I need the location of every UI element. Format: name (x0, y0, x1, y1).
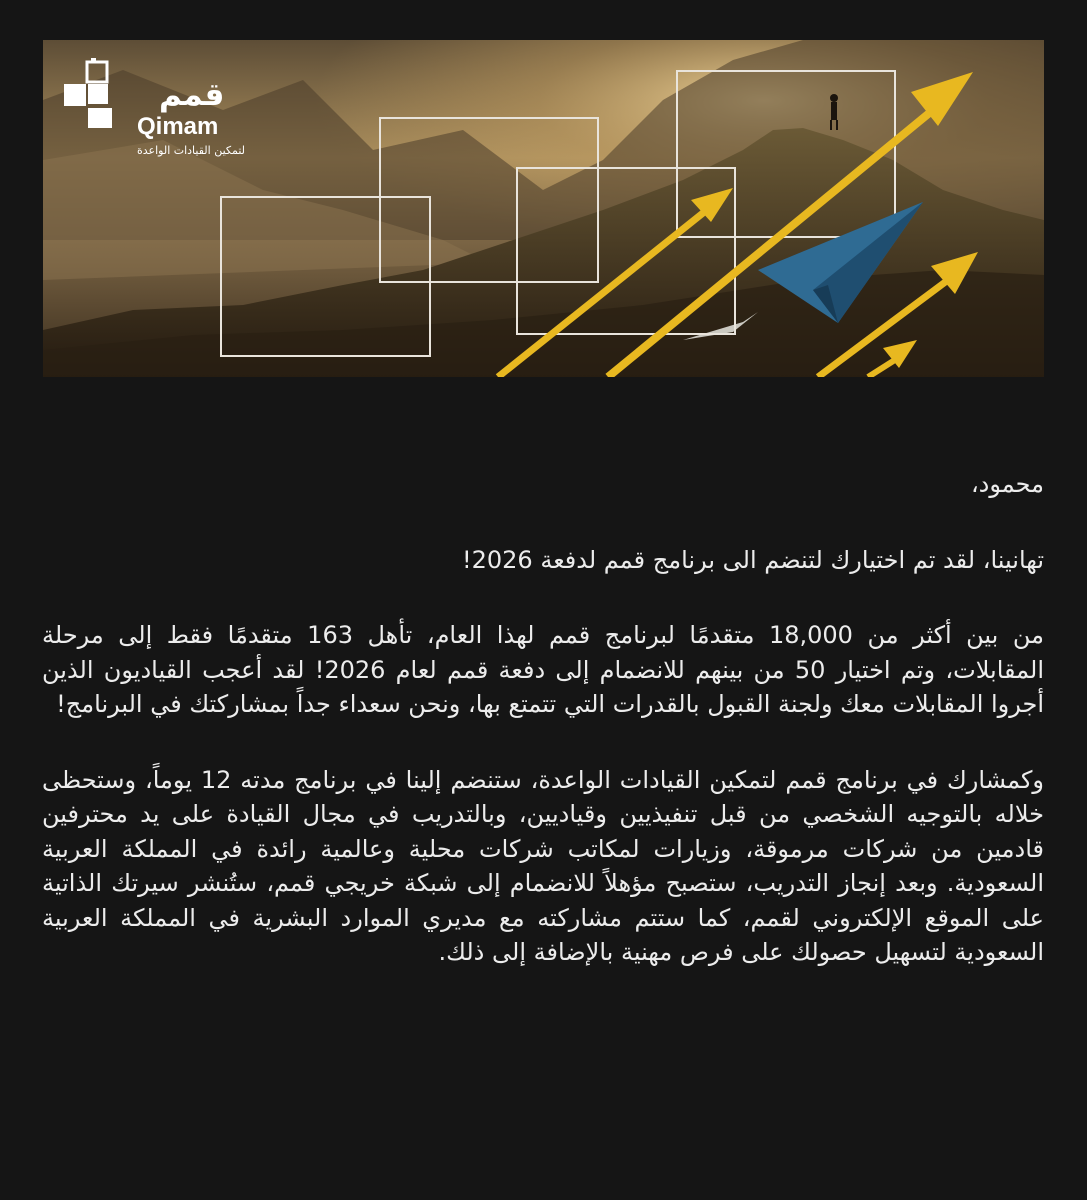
selection-paragraph: من بين أكثر من 18,000 متقدمًا لبرنامج قمم لهذا العام، تأهل 163 متقدمًا فقط إلى مرحلة المقابلات، وتم اختيار 50 من بينهم للانضمام إلى دفعة قمم لعام 2026! لقد أعجب القياديون الذين أجروا المقابلات معك ولجنة القبول بالقدرات التي تتمتع بها، ونحن سعداء جداً بمشاركتك في البرنامج! (42, 621, 1044, 718)
header-banner (43, 40, 1044, 377)
logo-latin-name: Qimam (137, 113, 219, 140)
greeting: محمود، (970, 470, 1044, 498)
qimam-logo (61, 58, 251, 168)
program-paragraph: وكمشارك في برنامج قمم لتمكين القيادات الواعدة، ستنضم إلينا في برنامج مدته 12 يوماً، وستحظى خلاله بالتوجيه الشخصي من قبل تنفيذيين وقياديين، وبالتدريب في مجال القيادة على يد محترفين قادمين من شركات مرموقة، وزيارات لمكاتب شركات محلية وعالمية رائدة في المملكة العربية السعودية. وبعد إنجاز التدريب، ستصبح مؤهلاً للانضمام إلى شبكة خريجي قمم، ستُنشر سيرتك الذاتية على الموقع الإلكتروني لقمم، كما ستتم مشاركته مع مديري الموارد البشرية في المملكة العربية السعودية لتسهيل حصولك على فرص مهنية بالإضافة إلى ذلك. (42, 765, 1044, 966)
logo-arabic-name: قمم (159, 77, 225, 113)
email-body (42, 460, 1044, 970)
qimam-logo-icon (61, 58, 131, 128)
congratulations-line: تهانينا، لقد تم اختيارك لتنضم الى برنامج قمم لدفعة 2026! (462, 545, 1044, 574)
logo-tagline: لتمكين القيادات الواعدة (137, 144, 245, 157)
